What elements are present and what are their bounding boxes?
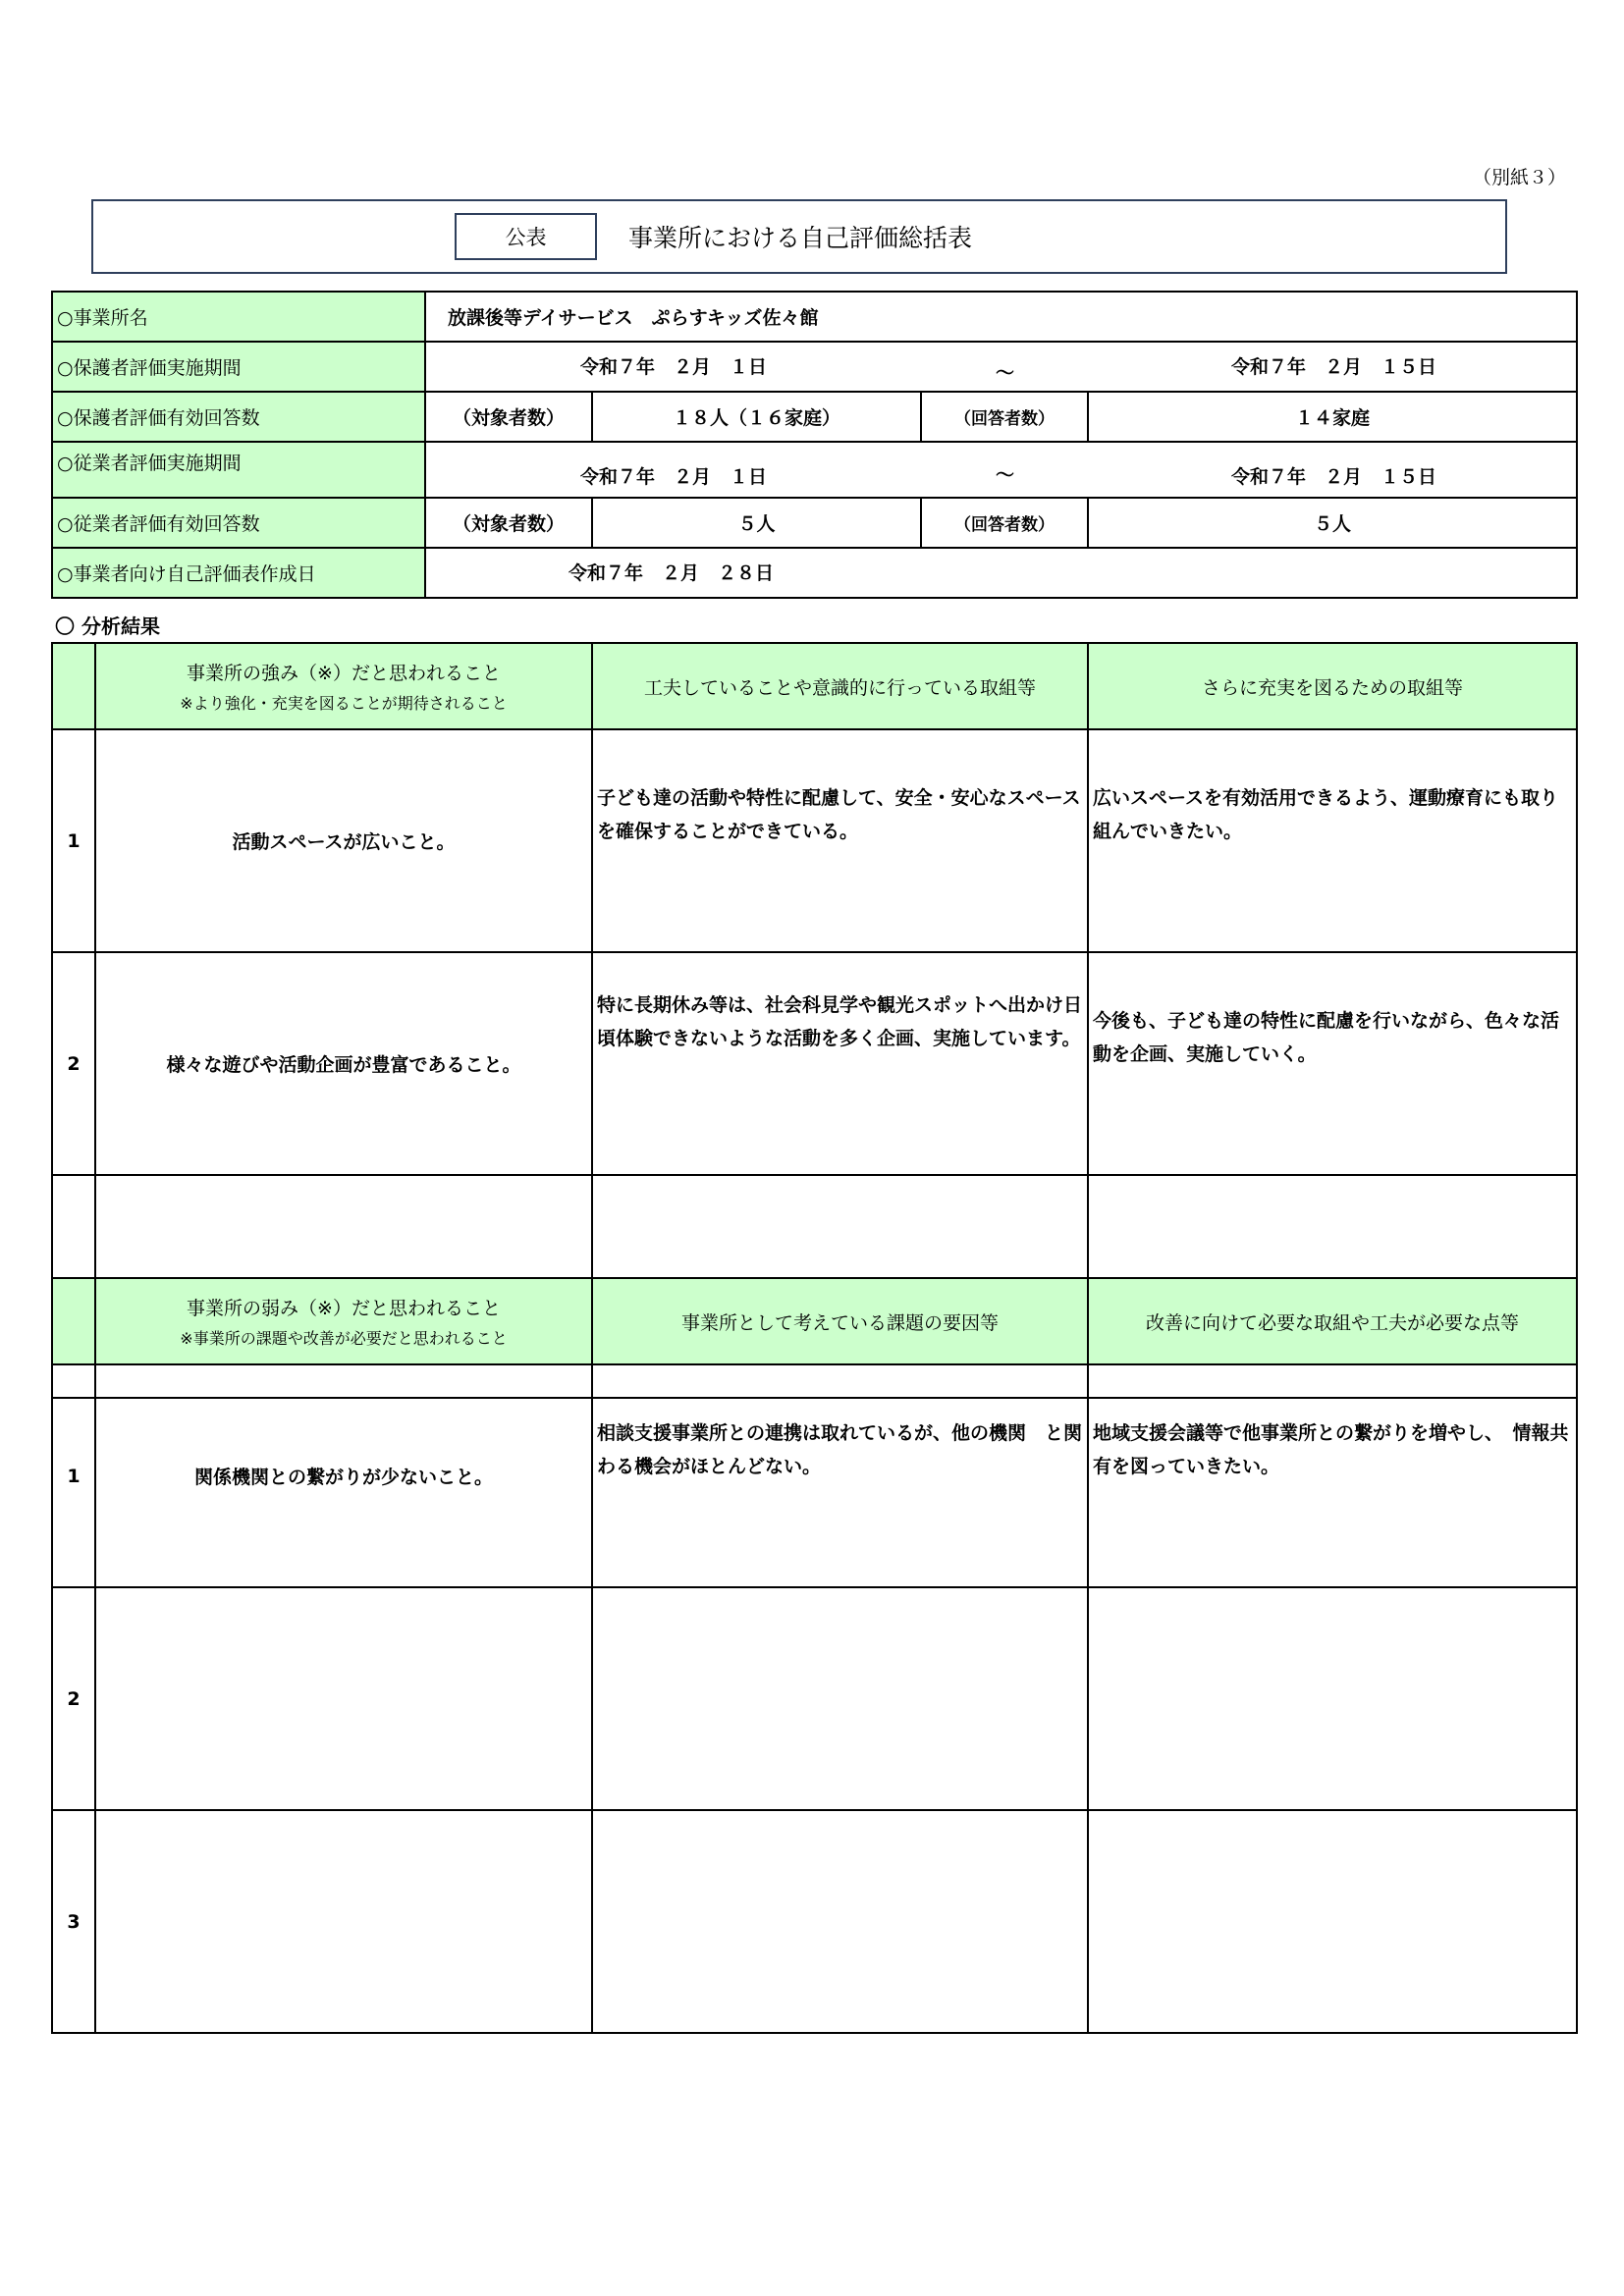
table-header-row: [52, 1278, 1577, 1364]
guardian-respondents-label: （回答者数）: [921, 392, 1088, 442]
cause-text: [592, 1587, 1088, 1810]
effort-text: 子ども達の活動や特性に配慮して、安全・安心なスペースを確保することができている。: [592, 729, 1088, 952]
table-header-row: [52, 643, 1577, 729]
title-frame: [91, 199, 1507, 274]
row-number: 3: [52, 1810, 95, 2033]
causes-header: 事業所として考えている課題の要因等: [592, 1278, 1088, 1364]
improvement-text: 地域支援会議等で他事業所との繋がりを増やし、 情報共有を図っていきたい。: [1088, 1364, 1577, 1587]
row-number: 1: [52, 1364, 95, 1587]
weakness-item: 関係機関との繋がりが少ないこと。: [95, 1364, 592, 1587]
staff-responses-label: ○従業者評価有効回答数: [52, 498, 425, 548]
strength-item: 様々な遊びや活動企画が豊富であること。: [95, 952, 592, 1175]
row-number: 1: [52, 729, 95, 952]
row-number: 2: [52, 1587, 95, 1810]
table-row: [52, 292, 1577, 342]
weaknesses-header: [95, 1278, 592, 1364]
facility-name-value: 放課後等デイサービス ぷらすキッズ佐々館: [425, 292, 1577, 342]
improvement-text: [1088, 1810, 1577, 2033]
table-row: [52, 952, 1577, 1175]
guardian-target-label: （対象者数）: [425, 392, 592, 442]
public-label: 公表: [455, 213, 597, 260]
self-eval-date-label: ○事業者向け自己評価表作成日: [52, 548, 425, 598]
self-eval-date-cell: [425, 548, 1577, 598]
strength-item: 活動スペースが広いこと。: [95, 729, 592, 952]
table-row: [52, 442, 1577, 498]
table-row: [52, 342, 1577, 392]
cause-text: [592, 1810, 1088, 2033]
staff-period-cell: [425, 442, 1577, 498]
table-row: [52, 548, 1577, 598]
staff-target-value: ５人: [592, 498, 921, 548]
cause-text: 相談支援事業所との連携は取れているが、他の機関 と関わる機会がほとんどない。: [592, 1364, 1088, 1587]
next-action-text: 今後も、子ども達の特性に配慮を行いながら、色々な活動を企画、実施していく。: [1088, 952, 1577, 1175]
staff-period-tilde: ～: [996, 464, 1015, 486]
appendix-label: （別紙３）: [1473, 167, 1567, 188]
weaknesses-header-main: 事業所の弱み（※）だと思われること: [187, 1298, 501, 1319]
strengths-header-sub: ※より強化・充実を図ることが期待されること: [180, 694, 508, 713]
efforts-header: 工夫していることや意識的に行っている取組等: [592, 643, 1088, 729]
guardian-period-cell: [425, 342, 1577, 392]
guardian-responses-label: ○保護者評価有効回答数: [52, 392, 425, 442]
row-number: 2: [52, 952, 95, 1175]
staff-respondents-label: （回答者数）: [921, 498, 1088, 548]
table-row: [52, 729, 1577, 952]
staff-period-start: 令和７年 ２月 １日: [580, 466, 768, 488]
page-title: 事業所における自己評価総括表: [628, 224, 973, 252]
number-header: [52, 1278, 95, 1364]
staff-target-label: （対象者数）: [425, 498, 592, 548]
guardian-period-tilde: ～: [996, 362, 1015, 384]
self-eval-date-value: 令和７年 ２月 ２８日: [568, 562, 775, 584]
table-row: [52, 1364, 1577, 1587]
guardian-period-start: 令和７年 ２月 １日: [580, 356, 768, 378]
guardian-period-end: 令和７年 ２月 １５日: [1231, 356, 1437, 378]
analysis-section-label: 〇 分析結果: [55, 614, 160, 638]
facility-name-label: ○事業所名: [52, 292, 425, 342]
table-row: [52, 392, 1577, 442]
effort-text: 特に長期休み等は、社会科見学や観光スポットへ出かけ日頃体験できないような活動を多く企画、実施しています。: [592, 952, 1088, 1175]
next-action-text: 広いスペースを有効活用できるよう、運動療育にも取り組んでいきたい。: [1088, 729, 1577, 952]
strengths-header: [95, 643, 592, 729]
table-row: [52, 1810, 1577, 2033]
guardian-period-label: ○保護者評価実施期間: [52, 342, 425, 392]
weakness-item: [95, 1810, 592, 2033]
staff-period-label: ○従業者評価実施期間: [52, 442, 425, 498]
guardian-target-value: １８人（１６家庭）: [592, 392, 921, 442]
facility-info-table: [51, 291, 1578, 599]
guardian-respondents-value: １４家庭: [1088, 392, 1577, 442]
table-row: [52, 498, 1577, 548]
weaknesses-header-sub: ※事業所の課題や改善が必要だと思われること: [180, 1329, 508, 1348]
strengths-header-main: 事業所の強み（※）だと思われること: [187, 663, 501, 684]
weakness-item: [95, 1587, 592, 1810]
staff-respondents-value: ５人: [1088, 498, 1577, 548]
staff-period-end: 令和７年 ２月 １５日: [1231, 466, 1437, 488]
improvements-header: 改善に向けて必要な取組や工夫が必要な点等: [1088, 1278, 1577, 1364]
table-row: [52, 1587, 1577, 1810]
further-actions-header: さらに充実を図るための取組等: [1088, 643, 1577, 729]
number-header: [52, 643, 95, 729]
weaknesses-table: [51, 1277, 1578, 2034]
improvement-text: [1088, 1587, 1577, 1810]
